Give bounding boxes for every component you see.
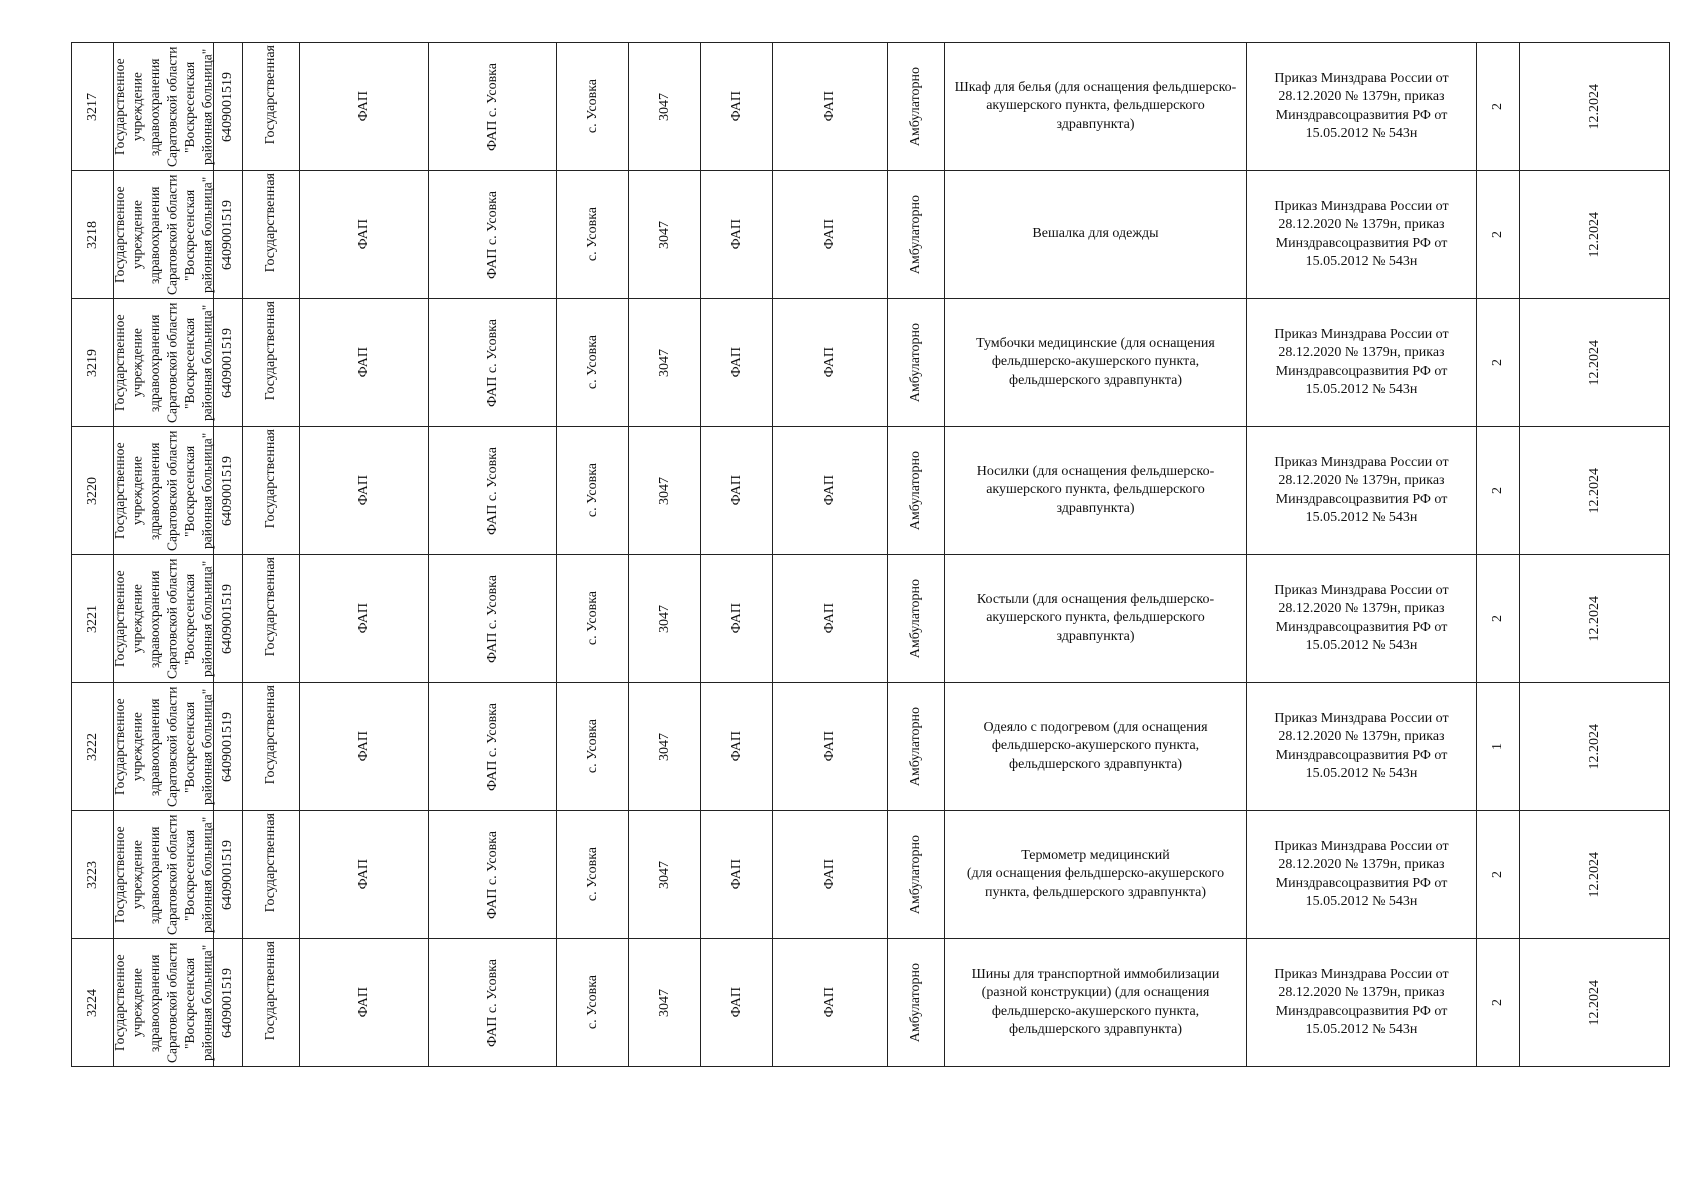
unit-name-cell: ФАП с. Усовка bbox=[429, 811, 557, 939]
organization-cell: Государственное учреждение здравоохранения Саратовской области "Воскресенская районная больница" bbox=[114, 939, 214, 1067]
care-conditions-cell: Амбулаторно bbox=[888, 299, 945, 427]
table-row bbox=[72, 43, 1670, 171]
facility-type-cell: ФАП bbox=[300, 171, 429, 299]
equipment-name-cell: Шины для транспортной иммобилизации (разной конструкции) (для оснащения фельдшерско-акушерского пункта, фельдшерского здравпункта) bbox=[945, 939, 1247, 1067]
table-row bbox=[72, 811, 1670, 939]
legal-basis-cell: Приказ Минздрава России от 28.12.2020 № 1379н, приказ Минздравсоцразвития РФ от 15.05.2012 № 543н bbox=[1247, 43, 1477, 171]
row-number-cell: 3220 bbox=[72, 427, 114, 555]
unit-name-cell: ФАП с. Усовка bbox=[429, 683, 557, 811]
row-number-cell: 3217 bbox=[72, 43, 114, 171]
care-conditions-cell: Амбулаторно bbox=[888, 555, 945, 683]
legal-basis-cell: Приказ Минздрава России от 28.12.2020 № 1379н, приказ Минздравсоцразвития РФ от 15.05.2012 № 543н bbox=[1247, 683, 1477, 811]
equipment-name-cell: Костыли (для оснащения фельдшерско-акушерского пункта, фельдшерского здравпункта) bbox=[945, 555, 1247, 683]
locality-cell: с. Усовка bbox=[557, 171, 629, 299]
population-cell: 3047 bbox=[629, 683, 701, 811]
unit-name-cell: ФАП с. Усовка bbox=[429, 43, 557, 171]
date-cell: 12.2024 bbox=[1520, 555, 1670, 683]
facility-type-cell: ФАП bbox=[300, 427, 429, 555]
date-cell: 12.2024 bbox=[1520, 43, 1670, 171]
population-cell: 3047 bbox=[629, 43, 701, 171]
quantity-cell: 2 bbox=[1477, 939, 1520, 1067]
facility-type-cell: ФАП bbox=[300, 811, 429, 939]
facility-kind-cell: ФАП bbox=[701, 555, 773, 683]
date-cell: 12.2024 bbox=[1520, 811, 1670, 939]
organization-cell: Государственное учреждение здравоохранения Саратовской области "Воскресенская районная больница" bbox=[114, 171, 214, 299]
date-cell: 12.2024 bbox=[1520, 683, 1670, 811]
population-cell: 3047 bbox=[629, 427, 701, 555]
ownership-form-cell: Государственная bbox=[243, 43, 300, 171]
facility-kind-2-cell: ФАП bbox=[773, 43, 888, 171]
facility-kind-2-cell: ФАП bbox=[773, 939, 888, 1067]
ownership-form-cell: Государственная bbox=[243, 683, 300, 811]
population-cell: 3047 bbox=[629, 939, 701, 1067]
unit-name-cell: ФАП с. Усовка bbox=[429, 171, 557, 299]
organization-cell: Государственное учреждение здравоохранения Саратовской области "Воскресенская районная больница" bbox=[114, 811, 214, 939]
locality-cell: с. Усовка bbox=[557, 299, 629, 427]
unit-name-cell: ФАП с. Усовка bbox=[429, 427, 557, 555]
organization-cell: Государственное учреждение здравоохранения Саратовской области "Воскресенская районная больница" bbox=[114, 555, 214, 683]
quantity-cell: 2 bbox=[1477, 811, 1520, 939]
unit-name-cell: ФАП с. Усовка bbox=[429, 299, 557, 427]
inn-cell: 6409001519 bbox=[214, 171, 243, 299]
facility-kind-cell: ФАП bbox=[701, 427, 773, 555]
inn-cell: 6409001519 bbox=[214, 555, 243, 683]
equipment-name-cell: Одеяло с подогревом (для оснащения фельдшерско-акушерского пункта, фельдшерского здравпункта) bbox=[945, 683, 1247, 811]
ownership-form-cell: Государственная bbox=[243, 555, 300, 683]
quantity-cell: 2 bbox=[1477, 555, 1520, 683]
legal-basis-cell: Приказ Минздрава России от 28.12.2020 № 1379н, приказ Минздравсоцразвития РФ от 15.05.2012 № 543н bbox=[1247, 299, 1477, 427]
table-row bbox=[72, 171, 1670, 299]
organization-cell: Государственное учреждение здравоохранения Саратовской области "Воскресенская районная больница" bbox=[114, 299, 214, 427]
facility-kind-cell: ФАП bbox=[701, 811, 773, 939]
unit-name-cell: ФАП с. Усовка bbox=[429, 555, 557, 683]
facility-type-cell: ФАП bbox=[300, 43, 429, 171]
quantity-cell: 2 bbox=[1477, 43, 1520, 171]
row-number-cell: 3224 bbox=[72, 939, 114, 1067]
legal-basis-cell: Приказ Минздрава России от 28.12.2020 № 1379н, приказ Минздравсоцразвития РФ от 15.05.2012 № 543н bbox=[1247, 171, 1477, 299]
date-cell: 12.2024 bbox=[1520, 427, 1670, 555]
facility-type-cell: ФАП bbox=[300, 683, 429, 811]
table-row bbox=[72, 299, 1670, 427]
facility-kind-2-cell: ФАП bbox=[773, 811, 888, 939]
equipment-name-cell: Вешалка для одежды bbox=[945, 171, 1247, 299]
facility-kind-2-cell: ФАП bbox=[773, 299, 888, 427]
date-cell: 12.2024 bbox=[1520, 171, 1670, 299]
locality-cell: с. Усовка bbox=[557, 555, 629, 683]
ownership-form-cell: Государственная bbox=[243, 171, 300, 299]
quantity-cell: 2 bbox=[1477, 299, 1520, 427]
facility-kind-cell: ФАП bbox=[701, 299, 773, 427]
equipment-name-cell: Носилки (для оснащения фельдшерско-акушерского пункта, фельдшерского здравпункта) bbox=[945, 427, 1247, 555]
organization-cell: Государственное учреждение здравоохранения Саратовской области "Воскресенская районная больница" bbox=[114, 427, 214, 555]
facility-kind-cell: ФАП bbox=[701, 939, 773, 1067]
facility-kind-cell: ФАП bbox=[701, 683, 773, 811]
legal-basis-cell: Приказ Минздрава России от 28.12.2020 № 1379н, приказ Минздравсоцразвития РФ от 15.05.2012 № 543н bbox=[1247, 811, 1477, 939]
facility-kind-2-cell: ФАП bbox=[773, 683, 888, 811]
legal-basis-cell: Приказ Минздрава России от 28.12.2020 № 1379н, приказ Минздравсоцразвития РФ от 15.05.2012 № 543н bbox=[1247, 939, 1477, 1067]
table-row bbox=[72, 427, 1670, 555]
ownership-form-cell: Государственная bbox=[243, 939, 300, 1067]
equipment-name-cell: Тумбочки медицинские (для оснащения фельдшерско-акушерского пункта, фельдшерского здравпункта) bbox=[945, 299, 1247, 427]
care-conditions-cell: Амбулаторно bbox=[888, 939, 945, 1067]
inn-cell: 6409001519 bbox=[214, 299, 243, 427]
legal-basis-cell: Приказ Минздрава России от 28.12.2020 № 1379н, приказ Минздравсоцразвития РФ от 15.05.2012 № 543н bbox=[1247, 555, 1477, 683]
inn-cell: 6409001519 bbox=[214, 683, 243, 811]
facility-type-cell: ФАП bbox=[300, 939, 429, 1067]
facility-kind-cell: ФАП bbox=[701, 171, 773, 299]
facility-kind-2-cell: ФАП bbox=[773, 171, 888, 299]
care-conditions-cell: Амбулаторно bbox=[888, 43, 945, 171]
equipment-table bbox=[71, 42, 1670, 1067]
equipment-name-cell: Шкаф для белья (для оснащения фельдшерско-акушерского пункта, фельдшерского здравпункта) bbox=[945, 43, 1247, 171]
inn-cell: 6409001519 bbox=[214, 811, 243, 939]
date-cell: 12.2024 bbox=[1520, 299, 1670, 427]
inn-cell: 6409001519 bbox=[214, 43, 243, 171]
table-row bbox=[72, 683, 1670, 811]
population-cell: 3047 bbox=[629, 811, 701, 939]
row-number-cell: 3219 bbox=[72, 299, 114, 427]
facility-type-cell: ФАП bbox=[300, 299, 429, 427]
quantity-cell: 2 bbox=[1477, 427, 1520, 555]
locality-cell: с. Усовка bbox=[557, 43, 629, 171]
date-cell: 12.2024 bbox=[1520, 939, 1670, 1067]
ownership-form-cell: Государственная bbox=[243, 427, 300, 555]
row-number-cell: 3222 bbox=[72, 683, 114, 811]
care-conditions-cell: Амбулаторно bbox=[888, 811, 945, 939]
quantity-cell: 2 bbox=[1477, 171, 1520, 299]
population-cell: 3047 bbox=[629, 299, 701, 427]
population-cell: 3047 bbox=[629, 171, 701, 299]
row-number-cell: 3223 bbox=[72, 811, 114, 939]
facility-kind-cell: ФАП bbox=[701, 43, 773, 171]
row-number-cell: 3221 bbox=[72, 555, 114, 683]
population-cell: 3047 bbox=[629, 555, 701, 683]
facility-type-cell: ФАП bbox=[300, 555, 429, 683]
facility-kind-2-cell: ФАП bbox=[773, 555, 888, 683]
row-number-cell: 3218 bbox=[72, 171, 114, 299]
table-row bbox=[72, 555, 1670, 683]
equipment-name-cell: Термометр медицинский (для оснащения фельдшерско-акушерского пункта, фельдшерского здравпункта) bbox=[945, 811, 1247, 939]
unit-name-cell: ФАП с. Усовка bbox=[429, 939, 557, 1067]
care-conditions-cell: Амбулаторно bbox=[888, 171, 945, 299]
organization-cell: Государственное учреждение здравоохранения Саратовской области "Воскресенская районная больница" bbox=[114, 683, 214, 811]
locality-cell: с. Усовка bbox=[557, 939, 629, 1067]
locality-cell: с. Усовка bbox=[557, 811, 629, 939]
ownership-form-cell: Государственная bbox=[243, 811, 300, 939]
organization-cell: Государственное учреждение здравоохранения Саратовской области "Воскресенская районная больница" bbox=[114, 43, 214, 171]
locality-cell: с. Усовка bbox=[557, 427, 629, 555]
inn-cell: 6409001519 bbox=[214, 427, 243, 555]
care-conditions-cell: Амбулаторно bbox=[888, 683, 945, 811]
quantity-cell: 1 bbox=[1477, 683, 1520, 811]
facility-kind-2-cell: ФАП bbox=[773, 427, 888, 555]
locality-cell: с. Усовка bbox=[557, 683, 629, 811]
table-row bbox=[72, 939, 1670, 1067]
care-conditions-cell: Амбулаторно bbox=[888, 427, 945, 555]
ownership-form-cell: Государственная bbox=[243, 299, 300, 427]
inn-cell: 6409001519 bbox=[214, 939, 243, 1067]
legal-basis-cell: Приказ Минздрава России от 28.12.2020 № 1379н, приказ Минздравсоцразвития РФ от 15.05.2012 № 543н bbox=[1247, 427, 1477, 555]
